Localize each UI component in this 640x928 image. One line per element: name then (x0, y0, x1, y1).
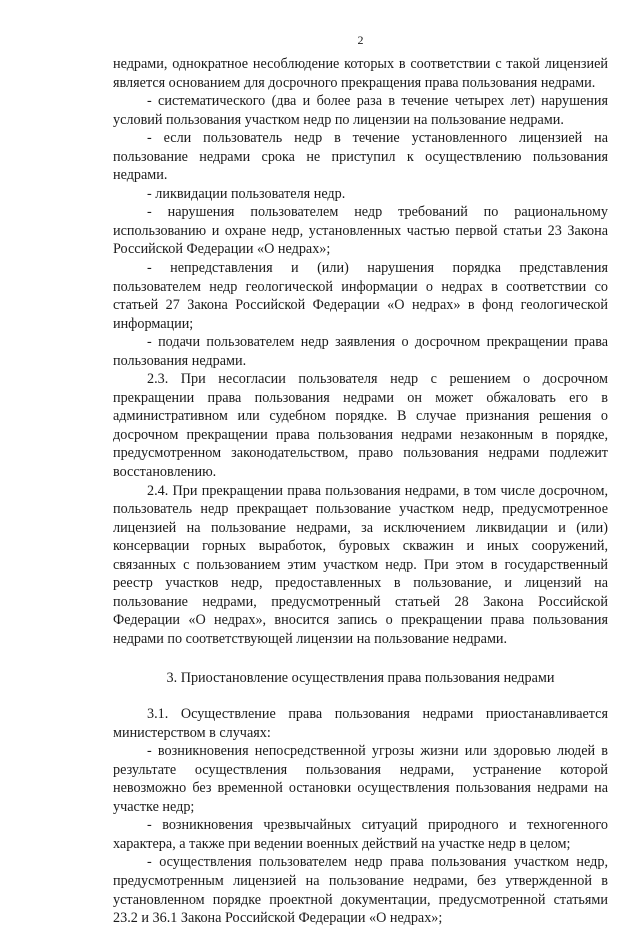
list-item: - осуществления пользователем недр права пользования участком недр, предусмотренным лицензией на пользование недрами, без утвержденной в установленном порядке проектной документации, предусмотренной статьями 23.2 и 36.1 Закона Российской Федерации «О недрах»; (113, 854, 608, 927)
list-item: - нарушения пользователем недр требований по рациональному использованию и охране недр, установленных частью первой статьи 23 Закона Российской Федерации «О недрах»; (113, 204, 608, 258)
list-item: - если пользователь недр в течение установленного лицензией на пользование недрами срока не приступил к осуществлению пользования недрами. (113, 130, 608, 184)
page-number: 2 (357, 33, 364, 47)
list-item: - непредставления и (или) нарушения порядка представления пользователем недр геологической информации о недрах в соответствии со статьей 27 Закона Российской Федерации «О недрах» в фонд геологической информации; (113, 260, 608, 332)
list-item: - подачи пользователем недр заявления о досрочном прекращении права пользования недрами. (113, 334, 608, 369)
section-heading: 3. Приостановление осуществления права пользования недрами (166, 669, 555, 686)
paragraph-continuation: недрами, однократное несоблюдение которых в соответствии с такой лицензией является основанием для досрочного прекращения права пользования недрами. (113, 56, 608, 91)
clause-2-3: 2.3. При несогласии пользователя недр с решением о досрочном прекращении права пользования недрами он может обжаловать его в административном или судебном порядке. В случае признания решения о досрочном прекращении права пользования недрами незаконным в порядке, предусмотренном законодательством, право пользования недрами подлежит восстановлению. (113, 371, 608, 481)
document-body (113, 55, 608, 928)
list-item: - систематического (два и более раза в течение четырех лет) нарушения условий пользования участком недр по лицензии на пользование недрами. (113, 93, 608, 128)
list-item: - ликвидации пользователя недр. (147, 185, 346, 202)
clause-3-1: 3.1. Осуществление права пользования недрами приостанавливается министерством в случаях: (113, 706, 608, 741)
list-item: - возникновения чрезвычайных ситуаций природного и техногенного характера, а также при ведении военных действий на участке недр в целом; (113, 817, 608, 852)
clause-2-4: 2.4. При прекращении права пользования недрами, в том числе досрочном, пользователь недр прекращает пользование участком недр, предусмотренное лицензией на пользование недрами, за исключением ликвидации и (или) консервации горных выработок, буровых скважин и иных сооружений, связанных с пользованием этим участком недр. При этом в государственный реестр участков недр, предоставленных в пользование, и лицензий на пользование недрами, предусмотренный статьей 28 Закона Российской Федерации «О недрах», вносится запись о прекращении права пользования недрами по соответствующей лицензии на пользование недрами. (113, 482, 608, 647)
list-item: - возникновения непосредственной угрозы жизни или здоровью людей в результате осуществления пользования недрами, устранение которой невозможно без временной остановки осуществления пользования недрами на участке недр; (113, 743, 608, 815)
